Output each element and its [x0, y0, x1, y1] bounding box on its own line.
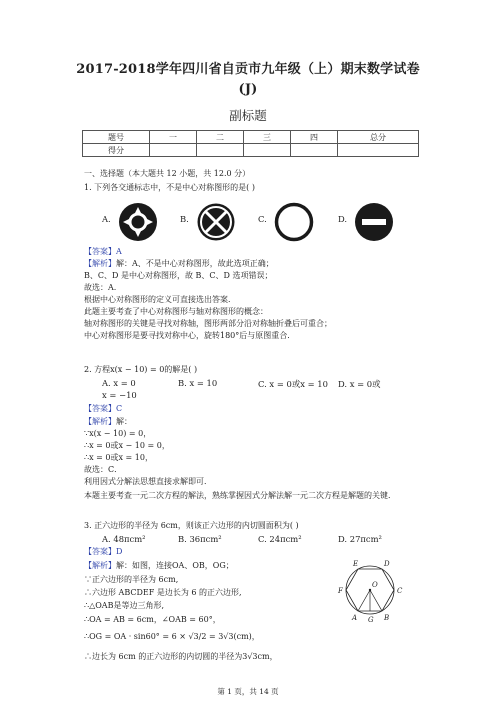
no-vehicles-sign-icon — [274, 202, 314, 242]
q1-analysis-line: 【解析】解：A、不是中心对称图形，故此选项正确； — [84, 259, 274, 268]
q2-option-c: C. x = 0或x = 10 — [258, 379, 328, 389]
q3-option-a: A. 48πcm² — [102, 534, 146, 544]
score-cell — [291, 144, 338, 157]
q3-analysis-line: ∴OG = OA · sin60° = 6 × √3/2 = 3√3(cm)， — [84, 632, 260, 641]
figure-label: F — [338, 587, 343, 595]
score-header-cell: 题号 — [83, 131, 150, 144]
q1-analysis-line: 故选：A. — [84, 283, 117, 292]
score-cell — [338, 144, 419, 157]
q1-option-d-label: D. — [338, 214, 348, 224]
q3-analysis-line: ∴六边形 ABCDEF 是边长为 6 的正六边形, — [84, 588, 242, 597]
score-header-cell: 总分 — [338, 131, 419, 144]
hexagon-incircle-figure — [330, 556, 410, 628]
score-cell — [197, 144, 244, 157]
figure-label: B — [384, 614, 390, 622]
q2-option-d: D. x = 0或 — [338, 379, 381, 389]
figure-label: C — [397, 587, 403, 595]
analysis-label: 【解析】 — [84, 417, 116, 426]
q2-analysis-line: 利用因式分解法思想直接求解即可． — [84, 477, 212, 486]
q2-analysis-line: ∴x = 0或x = 10， — [84, 453, 153, 462]
q2-analysis-line: ∵x(x − 10) = 0， — [84, 429, 152, 438]
q2-option-a: A. x = 0 — [102, 378, 136, 388]
q2-analysis-line: 【解析】解： — [84, 417, 132, 426]
score-table — [82, 130, 419, 157]
q1-analysis-line: 根据中心对称图形的定义可直接选出答案． — [84, 295, 236, 304]
q3-analysis-line: 【解析】解：如图，连接OA、OB，OG； — [84, 561, 234, 570]
score-header-cell: 一 — [150, 131, 197, 144]
q3-option-c: C. 24πcm² — [258, 534, 302, 544]
q3-analysis-line: ∴OA = AB = 6cm，∠OAB = 60°， — [84, 615, 221, 624]
q1-analysis-line: 此题主要考查了中心对称图形与轴对称图形的概念： — [84, 307, 268, 316]
q1-answer: 【答案】A — [84, 247, 122, 256]
score-header-cell: 三 — [244, 131, 291, 144]
figure-label: G — [368, 616, 374, 624]
analysis-label: 【解析】 — [84, 259, 116, 268]
roundabout-sign-icon — [118, 202, 158, 242]
document-title-suffix: (J) — [238, 82, 258, 97]
section-heading: 一、选择题（本大题共 12 小题，共 12.0 分） — [84, 169, 251, 178]
page-footer: 第 1 页，共 14 页 — [217, 687, 279, 696]
q1-option-a-label: A. — [102, 214, 111, 224]
score-header-cell: 四 — [291, 131, 338, 144]
q2-analysis-line: 故选：C． — [84, 465, 123, 474]
q3-analysis-line: ∴△OAB是等边三角形, — [84, 601, 164, 610]
question-2-stem: 2. 方程x(x − 10) = 0的解是( ) — [84, 365, 198, 374]
no-stopping-sign-icon — [196, 202, 236, 242]
document-title: 2017-2018学年四川省自贡市九年级（上）期末数学试卷 — [76, 62, 420, 77]
figure-label: O — [372, 581, 378, 589]
q2-option-d-continued: x = −10 — [102, 390, 137, 400]
document-subtitle: 副标题 — [229, 108, 267, 123]
score-cell — [150, 144, 197, 157]
score-table-score-row — [83, 144, 419, 157]
q2-analysis-line: 本题主要考查一元二次方程的解法，熟练掌握因式分解法解一元二次方程是解题的关键． — [84, 491, 396, 500]
q1-option-c-label: C. — [258, 214, 267, 224]
q1-option-b-label: B. — [180, 214, 189, 224]
q2-answer: 【答案】C — [84, 404, 123, 413]
figure-label: A — [352, 614, 358, 622]
analysis-label: 【解析】 — [84, 561, 116, 570]
q1-analysis-line: 轴对称图形的关键是寻找对称轴，图形两部分沿对称轴折叠后可重合； — [84, 319, 332, 328]
q3-analysis-line: ∴边长为 6cm 的正六边形的内切圆的半径为3√3cm， — [84, 652, 278, 661]
q3-option-d: D. 27πcm² — [338, 534, 382, 544]
no-entry-sign-icon — [354, 202, 394, 242]
score-header-cell: 二 — [197, 131, 244, 144]
q1-analysis-line: 中心对称图形是要寻找对称中心，旋转180°后与原图重合． — [84, 331, 296, 340]
q2-option-b: B. x = 10 — [178, 378, 218, 388]
score-table-header-row — [83, 131, 419, 144]
q2-analysis-line: ∴x = 0或x − 10 = 0， — [84, 441, 170, 450]
question-3-stem: 3. 正六边形的半径为 6cm，则该正六边形的内切圆面积为( ) — [84, 521, 299, 530]
q3-analysis-line: ∵正六边形的半径为 6cm, — [84, 575, 179, 584]
q3-answer: 【答案】D — [84, 547, 123, 556]
figure-label: E — [353, 560, 359, 568]
q1-analysis-line: B、C、D 是中心对称图形，故 B、C、D 选项错误； — [84, 271, 273, 280]
score-cell — [244, 144, 291, 157]
figure-label: D — [384, 560, 390, 568]
q3-option-b: B. 36πcm² — [178, 534, 222, 544]
score-row-label: 得分 — [83, 144, 150, 157]
question-1-stem: 1. 下列各交通标志中，不是中心对称图形的是( ) — [84, 183, 255, 192]
